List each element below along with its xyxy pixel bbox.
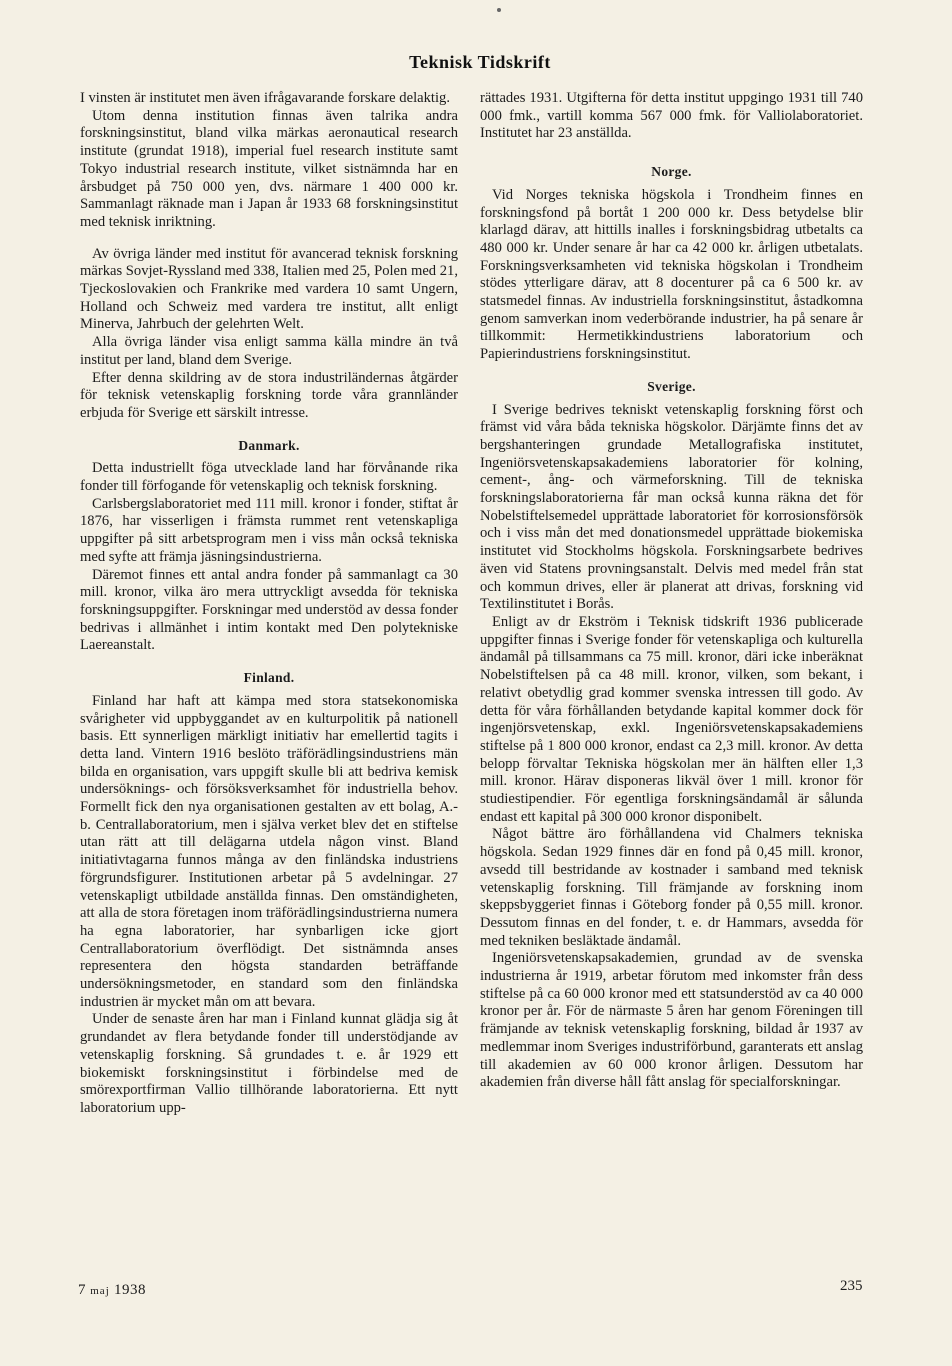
paragraph: Carlsbergslaboratoriet med 111 mill. kronor i fonder, stiftat år 1876, har visserligen i främsta rummet rent vetenskapliga uppgifter på sitt arbetsprogram men i viss mån också tekniska med syfte att främja jäsningsindustrierna. [80,495,458,565]
section-heading: Finland. [243,670,295,686]
issue-day: 7 [78,1282,86,1298]
section-heading: Sverige. [647,378,696,394]
paragraph: I vinsten är institutet men även ifrågavarande forskare delaktig. [80,90,450,106]
paragraph: rättades 1931. Utgifterna för detta institut uppgingo 1931 till 740 000 fmk., vartill komma 567 000 fmk. för Valliolaboratoriet. Institutet har 23 anställda. [480,90,863,142]
page-number: 235 [840,1278,863,1294]
journal-title: Teknisk Tidskrift [409,52,551,72]
issue-year: 1938 [114,1282,146,1298]
paragraph: Av övriga länder med institut för avancerad teknisk forskning märkas Sovjet-Ryssland med 338, Italien med 25, Polen med 21, Tjeckoslovakien och Frankrike med vardera 10 samt Ungern, Holland och Schweiz med vardera tre institut, allt enligt Minerva, Jahrbuch der gelehrten Welt. [80,245,458,333]
issue-date [78,1282,146,1299]
paragraph: Under de senaste åren har man i Finland kunnat glädja sig åt grundandet av flera betydande fonder till understödjande av vetenskaplig forskning. Så grundades t. e. år 1929 ett biokemiskt forskningsinstitut i förbindelse med de smörexportfirman Vallio tillhörande laboratorierna. Ett nytt laboratorium upp- [80,1011,458,1116]
left-column [80,90,458,1118]
paragraph: Efter denna skildring av de stora industriländernas åtgärder för teknisk vetenskaplig forskning torde våra grannländer erbjuda för Sverige ett särskilt intresse. [80,369,458,421]
paragraph: I Sverige bedrives tekniskt vetenskaplig forskning först och främst vid våra båda tekniska högskolor. Därjämte finns det av bergshanteringen grundade Metallografiska institutet, Ingeniörsvetenskapsakademiens laboratorier för kolning, cement-, ång- och värmeforskning. Till de tekniska forskningslaboratorierna får man också kunna räkna det för Nobelstiftelsemedel upprättade laboratoriet för korrosionsförsök och i viss mån det med donationsmedel upprättade biokemiska institutet vid Stockholms högskola. Forskningsarbete bedrives även vid Statens provningsanstalt. Delvis med medel från stat och kommun drives, eller är planerat att drivas, forskning vid Textilinstitutet i Borås. [480,401,863,613]
paragraph: Vid Norges tekniska högskola i Trondheim finnes en forskningsfond på bortåt 1 200 000 kr. Dess betydelse blir klarlagd därav, att hittills inalles i forskningsbidrag utbetalts ca 480 000 kr. Under senare år har ca 42 000 kr. årligen utbetalats. Forskningsverksamheten vid tekniska högskolan i Trondheim stödes ytterligare därav, att 8 docenturer på ca 6 500 kr. av statsmedel finnas. Av industriella forskningsinstitut, åstadkomna genom samverkan inom vederbörande industrier, ha på senare år tillkommit: Hermetikkindustriens laboratorium och Papierindustriens forskningsinstitut. [480,186,863,363]
right-column [480,90,863,1092]
issue-month: maj [90,1285,110,1297]
scan-dot [497,8,501,12]
paragraph: Något bättre äro förhållandena vid Chalmers tekniska högskola. Sedan 1929 finnes där en fond på 0,45 mill. kronor, avsedd till bestridande av kostnader i samband med teknisk vetenskaplig forskning. Till främjande av forskning inom skeppsbyggeriet finnas i Göteborg fonder på 0,55 mill. kronor. Dessutom finnas en del fonder, t. e. dr Hammars, avsedda för med tekniken besläktade ändamål. [480,826,863,949]
section-heading: Norge. [651,164,692,180]
paragraph: Utom denna institution finnas även talrika andra forskningsinstitut, bland vilka märkas aeronautical research institute (grundat 1918), imperial fuel research institute samt Tokyo industrial research institute, vilket sistnämnda har en årsbudget på 750 000 yen, dvs. närmare 1 400 000 kr. Sammanlagt räknade man i Japan år 1933 68 forskningsinstitut med teknisk inriktning. [80,107,458,230]
paragraph: Detta industriellt föga utvecklade land har förvånande rika fonder till förfogande för vetenskaplig och teknisk forskning. [80,460,458,495]
paragraph: Ingeniörsvetenskapsakademien, grundad av de svenska industrierna år 1919, arbetar förutom med inkomster från dess stiftelse på ca 60 000 kronor med ett statsunderstöd av ca 40 000 kronor per år. För de närmaste 5 åren har genom Föreningen till främjande av teknisk vetenskaplig forskning, bildad år 1937 av medlemmar inom Sveriges industriförbund, garanterats ett anslag till akademien av 60 000 kronor årligen. Dessutom har akademien från diverse håll fått anslag för specialforskningar. [480,950,863,1091]
paragraph: Finland har haft att kämpa med stora statsekonomiska svårigheter vid uppbyggandet av en kulturpolitik på nationell basis. Ett synnerligen märkligt initiativ har emellertid tagits i detta land. Vintern 1916 beslöto träförädlingsindustriens män bilda en organisation, vars uppgift skulle bli att bedriva kemisk undersöknings- och försöksverksamhet för industriella behov. Formellt fick den nya organisationen gestalten av ett bolag, A.-b. Centrallaboratorium, men i själva verket blev det en stiftelse utan rätt att till delägarna utdela någon vinst. Bland initiativtagarna funnos många av den finländska industriens förgrundsfigurer. Institutionen arbetar på 5 avdelningar. 27 vetenskapligt utbildade anställda finnas. Den omständigheten, att alla de stora företagen inom träförädlingsindustrierna numera ha egna laboratorier, har synbarligen icke gjort Centrallaboratorium överflödigt. Det sistnämnda anses representera den högsta standarden beträffande undersökningsmetoder, en standard som den finländska industrien är mycket mån om att bevara. [80,692,458,1010]
section-heading: Danmark. [238,437,300,453]
paragraph: Enligt av dr Ekström i Teknisk tidskrift 1936 publicerade uppgifter finnas i Sverige fonder för vetenskapliga och kulturella ändamål på tillsammans ca 75 mill. kronor, däri icke inberäknat Nobelstiftelsen på ca 48 mill. kronor, vilken, som bekant, i relativt obetydlig grad kommer svenska intressen till godo. Av detta för våra förhållanden betydande kapital kommer dock för ingenjörsvetenskap, exkl. Ingeniörsvetenskapsakademiens stiftelse på 1 800 000 kronor, endast ca 2,3 mill. kronor. Av detta belopp förvaltar Tekniska högskolan mer än hälften eller 1,3 mill. kronor. Härav disponeras likväl över 1 mill. kronor för studiestipendier. För egentliga forskningsändamål är sålunda endast ett kapital på 300 000 kronor disponibelt. [480,613,863,825]
paragraph: Alla övriga länder visa enligt samma källa mindre än två institut per land, bland dem Sverige. [80,334,458,368]
paragraph: Däremot finnes ett antal andra fonder på sammanlagt ca 30 mill. kronor, vilka äro mera uttryckligt avsedda för tekniska forskningsuppgifter. Forskningar med understöd av dessa fonder bedrivas i allmänhet i intim kontakt med Den polytekniske Laereanstalt. [80,566,458,654]
